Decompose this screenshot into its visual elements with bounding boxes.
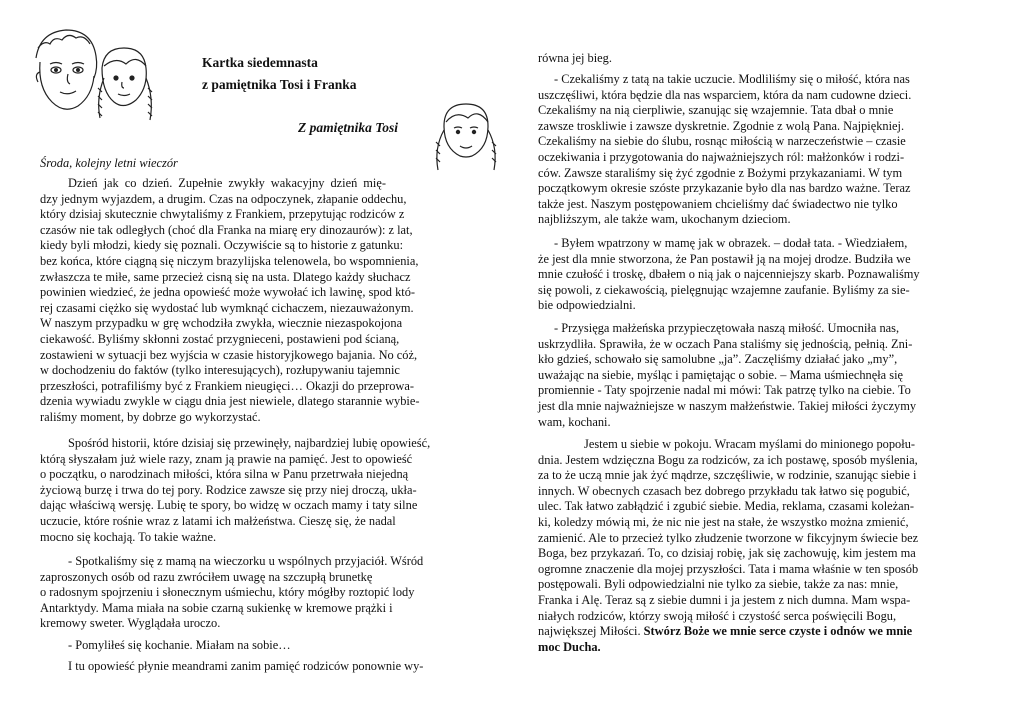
text-line: raliśmy moment, by dobrze go wykorzystać. (40, 409, 261, 424)
text-line: zawsze troskliwie i zawsze dyskretnie. Zgodnie z wolą Pana. Najpiękniej. (538, 118, 905, 133)
text-line: ki, koledzy mówią mi, że nic nie jest na stałe, że wszystko można zmienić, (538, 514, 909, 529)
text-line: promiennie - Taty spojrzenie nadal mi mówi: Tak patrzę tylko na ciebie. To (538, 383, 911, 398)
text-line: Czekaliśmy na nią cierpliwie, szanując się wzajemnie. Tata dbał o mnie (538, 103, 894, 118)
text-line: dzy jednym wyjazdem, a drugim. Czas na odpoczynek, złapanie oddechu, (40, 191, 407, 206)
text-line: Antarktydy. Mama miała na sobie czarną sukienkę w kremowe prążki i (40, 600, 393, 615)
text-line: ogromne znaczenie dla mojej przyszłości. Tata i mama właśnie w ten sposób (538, 561, 919, 576)
text-line: zostawieni w sytuacji bez wyjścia w czasie historyjkowego bajania. No cóż, (40, 347, 418, 362)
text-line: ulec. Tak łatwo zabłądzić i zgubić siebie. Media, reklama, czasami koleżan- (538, 499, 914, 514)
text-line: Franka i Alę. Teraz są z siebie dumni i ja jestem z nich dumna. Mam wspa- (538, 592, 911, 607)
right-paragraph-4 (538, 437, 974, 655)
text-line: o radosnym spojrzeniu i słonecznym uśmiechu, który mógłby roztopić lody (40, 585, 415, 600)
text-line: mocno się kochają. To takie ważne. (40, 529, 217, 544)
right-paragraph-0: równa jej bieg. (538, 51, 612, 65)
text-line: zaproszonych osób od razu zwróciłem uwagę na szczupłą brunetkę (40, 569, 373, 584)
title-line-2: z pamiętnika Tosi i Franka (202, 77, 357, 92)
text-line: Spośród historii, które dzisiaj się przewinęły, najbardziej lubię opowieść, (68, 436, 431, 450)
text-line: uszczęśliwi, która będzie dla nas wsparciem, która da nam cudowne dzieci. (538, 87, 912, 102)
text-line: bez końca, które ciągną się niczym brazylijska telenowela, bo wspomnienia, (40, 253, 419, 268)
dateline: Środa, kolejny letni wieczór (40, 156, 178, 170)
text-line: dając właściwą wersję. Lubię te spory, bo widzę w oczach mamy i taty silne (40, 498, 418, 513)
closing-prayer-line-2: moc Ducha. (538, 639, 601, 654)
text-line: mnie czułość i troskę, dbałem o nią jak o najcenniejszy skarb. Poznawaliśmy (538, 267, 920, 282)
text-line: najbliższym, ale także wam, ukochanym dzieciom. (538, 212, 791, 227)
text-line: że jest dla mnie stworzona, że Pan postawił ją na mojej drodze. Budziła we (538, 251, 911, 266)
text-line: czasów nie tak odległych (choć dla Franka na miarę ery dinozaurów): z lat, (40, 222, 413, 237)
left-paragraph-2 (40, 436, 484, 545)
text-line: uskrzydliła. Sprawiła, że w oczach Pana staliśmy się jednością, pełnią. Zni- (538, 336, 913, 351)
text-line: - Byłem wpatrzony w mamę jak w obrazek. – dodał tata. - Wiedziałem, (554, 236, 908, 250)
text-line: wam, kochani. (538, 414, 611, 429)
text-line: kremowy sweter. Wyglądała uroczo. (40, 616, 221, 631)
text-line: początkowym okresie szóste przykazanie było dla nas bardzo ważne. Teraz (538, 181, 911, 196)
text-line: także jest. Naszym postępowaniem chcieliśmy dać świadectwo nie tylko (538, 196, 898, 211)
text-line: kło gdzieś, schowało się samolubne „ja”. Zaczęliśmy działać jako „my”, (538, 352, 898, 367)
right-paragraph-3 (538, 321, 974, 430)
text-line: za to że uczą mnie jak żyć mądrze, szczęśliwie, w rodzinie, szanując siebie i (538, 468, 917, 483)
text-line: kiedy byli młodzi, kiedy się poznali. Oczywiście są to historie z gatunku: (40, 238, 404, 253)
closing-prayer-line-1: Stwórz Boże we mnie serce czyste i odnów we mnie (643, 624, 913, 639)
text-line: postępowali. Byli odpowiedzialni nie tylko za siebie, także za nas: mnie, (538, 577, 899, 592)
boy-and-girl-illustration (26, 18, 166, 128)
text-line: ciekawość. Byliśmy skłonni zostać przygnieceni, postawieni pod ścianą, (40, 331, 400, 346)
text-line: jest dla mnie najważniejsze w naszym małżeństwie. Takiej miłości życzymy (538, 398, 917, 413)
text-line: oczekiwania i przygotowania do najważniejszych ról: małżonków i rodzi- (538, 149, 905, 164)
text-line: dzenia wywiadu zwykle w ciągu dnia jest niewiele, dlatego starannie wybie- (40, 394, 420, 409)
text-line: uczucie, które rośnie wraz z latami ich małżeństwa. Cieszę się, że nadal (40, 513, 396, 528)
text-line: bie odpowiedzialni. (538, 298, 636, 313)
text-line: rej czasami ciężko się wydostać lub wymknąć cichaczem, niezauważonym. (40, 300, 414, 315)
text-line: zamienić. Ale to przecież tylko złudzenie tworzone w fikcyjnym świecie bez (538, 530, 919, 545)
text-line: ców. Zawsze staraliśmy się żyć zgodnie z Bożymi przykazaniami. W tym (538, 165, 903, 180)
left-paragraph-1 (40, 176, 484, 426)
text-line: - Przysięga małżeńska przypieczętowała naszą miłość. Umocniła nas, (554, 321, 900, 335)
left-paragraph-5: I tu opowieść płynie meandrami zanim pamięć rodziców ponownie wy- (68, 659, 424, 673)
text-line: niałych rodziców, którzy swoją miłość i czystość serca poświęcili Bogu, (538, 608, 897, 623)
text-line: - Czekaliśmy z tatą na takie uczucie. Modliliśmy się o miłość, która nas (554, 72, 910, 86)
girl-illustration (422, 96, 508, 172)
text-line: innych. W obecnych czasach bez dobrego przykładu tak łatwo się pogubić, (538, 483, 910, 498)
right-paragraph-1 (538, 72, 974, 228)
text-line: zwłaszcza te miłe, same przecież cisną się na usta. Dlatego każdy słuchacz (40, 269, 411, 284)
closing-text: największej Miłości. (538, 624, 641, 639)
text-line: W naszym przypadku w grę wchodziła zwykła, wiecznie niezaspokojona (40, 316, 403, 331)
text-line: uważając na siebie, myśląc i pamiętając o sobie. – Mama uśmiechnęła się (538, 367, 904, 382)
left-paragraph-3 (40, 554, 484, 632)
text-line: o początku, o narodzinach miłości, która silna w Panu przetrwała niejedną (40, 467, 409, 482)
text-line: w dochodzeniu do faktów (tylko interesujących), rozłupywaniu tajemnic (40, 363, 400, 378)
text-line: Jestem u siebie w pokoju. Wracam myślami do minionego popołu- (584, 437, 916, 451)
left-paragraph-4: - Pomyliłeś się kochanie. Miałam na sobie… (68, 638, 291, 652)
text-line: Czekaliśmy na siebie do ślubu, rosnąc miłością w narzeczeństwie – czasie (538, 134, 906, 149)
text-line: życiową burzę i trwa do tej pory. Rodzice zawsze się przy niej droczą, ukła- (40, 482, 417, 497)
text-line: się powoli, z ciekawością, pielęgnując wzajemne zaufanie. Byliśmy za sie- (538, 282, 910, 297)
text-line: - Spotkaliśmy się z mamą na wieczorku u wspólnych przyjaciół. Wśród (68, 554, 424, 568)
text-line: Dzień jak co dzień. Zupełnie zwykły wakacyjny dzień mię- (68, 176, 386, 190)
right-paragraph-2 (538, 236, 974, 314)
diary-subtitle: Z pamiętnika Tosi (298, 120, 399, 135)
text-line (538, 624, 974, 640)
text-line: którą słyszałam już wiele razy, znam ją prawie na pamięć. Jest to opowieść (40, 451, 413, 466)
text-line: powinien wiedzieć, że jedna opowieść może wywołać ich lawinę, spod któ- (40, 285, 416, 300)
text-line: przeszłości, potrafiliśmy być z Frankiem nieugięci… Okazji do przeprowa- (40, 378, 414, 393)
text-line: Boga, bez przykazań. To, co dzisiaj robię, jak się zachowuję, kim jestem ma (538, 546, 916, 561)
text-line: który dzisiaj skutecznie chwytaliśmy z Frankiem, przepytując rodziców z (40, 207, 405, 222)
text-line: dnia. Jestem wdzięczna Bogu za rodziców, za ich postawę, sposób myślenia, (538, 452, 918, 467)
title-line-1: Kartka siedemnasta (202, 55, 318, 70)
